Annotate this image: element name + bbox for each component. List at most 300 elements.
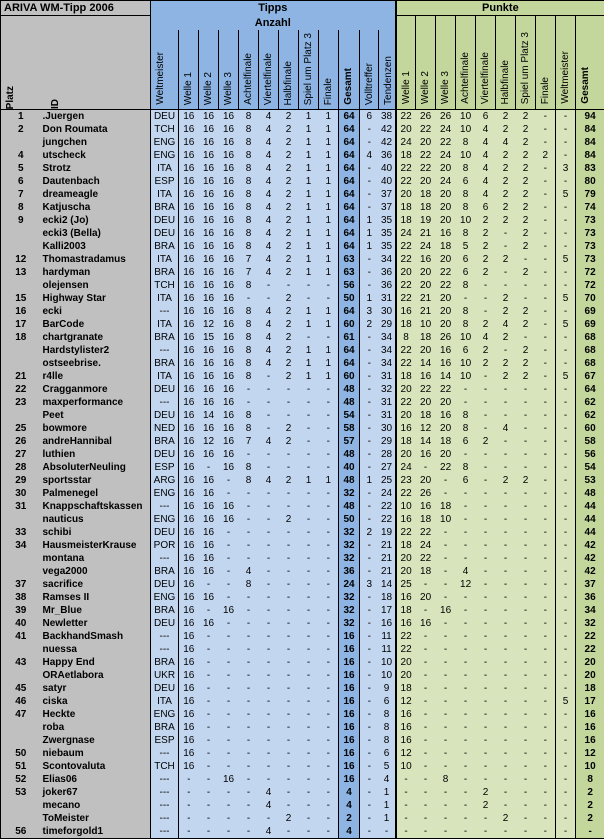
punkte-welle3-cell: 20 [436, 253, 456, 266]
volltreffer-cell: - [360, 383, 379, 396]
id-cell: nuessa [41, 643, 151, 656]
table-row [1, 162, 604, 175]
punkte-welle1-cell: 20 [396, 266, 416, 279]
table-row [1, 760, 604, 773]
tipp-weltmeister-cell: --- [151, 799, 179, 812]
tipp-welle1-cell: 16 [179, 110, 199, 124]
header-spacer [1, 16, 151, 31]
volltreffer-cell: - [360, 188, 379, 201]
punkte-weltmeister-cell: - [556, 825, 576, 839]
punkte-halbfinale-cell: - [496, 500, 516, 513]
volltreffer-cell: - [360, 591, 379, 604]
tipp-viertelfinale-cell: - [259, 487, 279, 500]
tipp-halbfinale-cell: 2 [279, 214, 299, 227]
volltreffer-cell: 1 [360, 240, 379, 253]
volltreffer-cell: - [360, 695, 379, 708]
table-row [1, 487, 604, 500]
punkte-weltmeister-cell: - [556, 201, 576, 214]
id-cell: Don Roumata [41, 123, 151, 136]
tipp-halbfinale-cell: - [279, 565, 299, 578]
tipp-spiel-um-platz3-cell: - [299, 279, 319, 292]
tipp-achtelfinale-cell: - [239, 825, 259, 839]
table-row [1, 825, 604, 839]
punkte-spiel-um-platz3-cell: - [516, 526, 536, 539]
tipp-achtelfinale-cell: 8 [239, 188, 259, 201]
tipp-welle3-cell: 16 [219, 214, 239, 227]
punkte-achtelfinale-cell: 8 [456, 201, 476, 214]
tipp-viertelfinale-cell: 4 [259, 201, 279, 214]
punkte-weltmeister-cell: 3 [556, 162, 576, 175]
table-row [1, 656, 604, 669]
tipp-achtelfinale-cell: 8 [239, 227, 259, 240]
table-row [1, 396, 604, 409]
tipp-spiel-um-platz3-cell: - [299, 604, 319, 617]
tipp-weltmeister-cell: ITA [151, 695, 179, 708]
punkte-gesamt-cell: 80 [576, 175, 604, 188]
punkte-welle1-cell: 22 [396, 110, 416, 124]
punkte-achtelfinale-cell: 10 [456, 149, 476, 162]
punkte-achtelfinale-cell: - [456, 695, 476, 708]
punkte-halbfinale-cell: 2 [496, 123, 516, 136]
punkte-achtelfinale-cell: - [456, 708, 476, 721]
punkte-achtelfinale-cell: - [456, 799, 476, 812]
punkte-viertelfinale-cell: 2 [476, 435, 496, 448]
tipp-spiel-um-platz3-cell: - [299, 734, 319, 747]
punkte-welle2-cell: 20 [416, 136, 436, 149]
punkte-welle3-cell: 20 [436, 162, 456, 175]
tipp-finale-cell: - [319, 656, 339, 669]
platz-cell: 45 [1, 682, 41, 695]
punkte-finale-cell: - [536, 526, 556, 539]
tipp-gesamt-cell: 48 [339, 383, 360, 396]
tipp-welle2-cell: - [199, 656, 219, 669]
platz-cell: 22 [1, 383, 41, 396]
id-cell: Dautenbach [41, 175, 151, 188]
tipp-gesamt-cell: 32 [339, 604, 360, 617]
punkte-gesamt-cell: 72 [576, 279, 604, 292]
punkte-welle3-cell: 20 [436, 201, 456, 214]
tipp-finale-cell: 1 [319, 175, 339, 188]
id-cell: r4lle [41, 370, 151, 383]
tipp-welle3-cell: 16 [219, 344, 239, 357]
tipp-viertelfinale-cell: - [259, 565, 279, 578]
punkte-viertelfinale-cell: 4 [476, 162, 496, 175]
punkte-achtelfinale-cell: 6 [456, 253, 476, 266]
tipp-welle3-cell: - [219, 630, 239, 643]
tipp-welle3-cell: - [219, 474, 239, 487]
punkte-welle2-cell: 22 [416, 162, 436, 175]
tipp-gesamt-cell: 32 [339, 487, 360, 500]
id-cell: luthien [41, 448, 151, 461]
punkte-halbfinale-cell: - [496, 461, 516, 474]
punkte-welle2-cell: 14 [416, 435, 436, 448]
tipp-spiel-um-platz3-cell: - [299, 292, 319, 305]
punkte-halbfinale-cell: - [496, 409, 516, 422]
volltreffer-cell: - [360, 201, 379, 214]
platz-cell [1, 721, 41, 734]
tipp-finale-cell: 1 [319, 266, 339, 279]
punkte-achtelfinale-cell: 5 [456, 240, 476, 253]
tipp-gesamt-cell: 57 [339, 435, 360, 448]
tipp-gesamt-cell: 36 [339, 565, 360, 578]
punkte-welle3-cell: 20 [436, 422, 456, 435]
punkte-spiel-um-platz3-cell: - [516, 747, 536, 760]
tipp-viertelfinale-cell: - [259, 604, 279, 617]
punkte-gesamt-cell: 10 [576, 760, 604, 773]
punkte-weltmeister-cell: - [556, 422, 576, 435]
punkte-gesamt-cell: 22 [576, 643, 604, 656]
punkte-welle3-cell: 18 [436, 435, 456, 448]
punkte-halbfinale-cell: - [496, 656, 516, 669]
punkte-welle3-cell: - [436, 656, 456, 669]
punkte-spiel-um-platz3-cell: - [516, 422, 536, 435]
punkte-halbfinale-cell: - [496, 747, 516, 760]
tipp-finale-cell: - [319, 383, 339, 396]
punkte-halbfinale-cell: - [496, 669, 516, 682]
punkte-finale-cell: - [536, 435, 556, 448]
punkte-welle3-cell: 26 [436, 331, 456, 344]
tipp-halbfinale-cell: - [279, 825, 299, 839]
punkte-welle3-cell: - [436, 474, 456, 487]
table-row [1, 591, 604, 604]
tipp-gesamt-cell: 48 [339, 396, 360, 409]
tipp-spiel-um-platz3-cell: - [299, 435, 319, 448]
tipp-welle1-cell: 16 [179, 149, 199, 162]
tipp-viertelfinale-cell: - [259, 409, 279, 422]
id-cell: HausmeisterKrause [41, 539, 151, 552]
tipp-welle2-cell: - [199, 708, 219, 721]
tendenzen-cell: 38 [379, 110, 396, 124]
punkte-gesamt-cell: 53 [576, 474, 604, 487]
tipp-welle1-cell: 16 [179, 266, 199, 279]
punkte-spiel-um-platz3-cell: - [516, 292, 536, 305]
table-row [1, 526, 604, 539]
tendenzen-cell: 40 [379, 175, 396, 188]
id-cell: Peet [41, 409, 151, 422]
tipp-weltmeister-cell: BRA [151, 331, 179, 344]
tipp-achtelfinale-cell: - [239, 552, 259, 565]
tipp-halbfinale-cell: 2 [279, 188, 299, 201]
tipp-welle3-cell: - [219, 708, 239, 721]
tipp-halbfinale-cell: - [279, 747, 299, 760]
tipp-gesamt-cell: 58 [339, 422, 360, 435]
punkte-achtelfinale-cell: 6 [456, 175, 476, 188]
table-row [1, 227, 604, 240]
tipp-finale-cell: 1 [319, 149, 339, 162]
tipp-spiel-um-platz3-cell: - [299, 630, 319, 643]
tipp-welle1-cell: 16 [179, 435, 199, 448]
punkte-weltmeister-cell: - [556, 279, 576, 292]
punkte-spiel-um-platz3-cell: - [516, 799, 536, 812]
punkte-spiel-um-platz3-cell: - [516, 487, 536, 500]
tipp-achtelfinale-cell: - [239, 591, 259, 604]
page-title: ARIVA WM-Tipp 2006 [1, 1, 151, 16]
tipp-gesamt-cell: 63 [339, 253, 360, 266]
volltreffer-cell: - [360, 812, 379, 825]
tendenzen-cell: 31 [379, 396, 396, 409]
punkte-weltmeister-cell: - [556, 513, 576, 526]
punkte-achtelfinale-cell: 10 [456, 331, 476, 344]
punkte-weltmeister-cell: - [556, 123, 576, 136]
table-row [1, 500, 604, 513]
tipp-gesamt-cell: 64 [339, 357, 360, 370]
punkte-welle3-cell: 20 [436, 305, 456, 318]
tipp-weltmeister-cell: ITA [151, 292, 179, 305]
platz-cell: 27 [1, 448, 41, 461]
tipp-welle2-cell: 16 [199, 552, 219, 565]
tipp-spiel-um-platz3-cell: - [299, 721, 319, 734]
punkte-spiel-um-platz3-cell: - [516, 331, 536, 344]
punkte-achtelfinale-cell: 12 [456, 578, 476, 591]
punkte-finale-cell: - [536, 162, 556, 175]
tendenzen-cell: 40 [379, 162, 396, 175]
id-cell: ciska [41, 695, 151, 708]
punkte-weltmeister-cell: 5 [556, 188, 576, 201]
tipp-achtelfinale-cell: 8 [239, 370, 259, 383]
tipp-weltmeister-cell: BRA [151, 565, 179, 578]
punkte-welle3-cell: 16 [436, 357, 456, 370]
punkte-welle3-cell: - [436, 630, 456, 643]
punkte-welle3-cell: - [436, 825, 456, 839]
punkte-weltmeister-cell: - [556, 110, 576, 124]
tipp-finale-cell: - [319, 734, 339, 747]
tendenzen-cell: 34 [379, 253, 396, 266]
punkte-gesamt-cell: 44 [576, 526, 604, 539]
punkte-achtelfinale-cell: - [456, 552, 476, 565]
tipp-spiel-um-platz3-cell: - [299, 513, 319, 526]
tipp-viertelfinale-cell: 4 [259, 331, 279, 344]
punkte-welle3-cell: - [436, 760, 456, 773]
punkte-finale-cell: - [536, 669, 556, 682]
tipp-gesamt-cell: 16 [339, 721, 360, 734]
tipp-spiel-um-platz3-cell: 1 [299, 201, 319, 214]
tipp-halbfinale-cell: 2 [279, 474, 299, 487]
tendenzen-cell: 34 [379, 357, 396, 370]
volltreffer-cell: - [360, 617, 379, 630]
tipp-welle2-cell: 16 [199, 279, 219, 292]
tipp-gesamt-cell: 56 [339, 279, 360, 292]
tendenzen-cell: 21 [379, 565, 396, 578]
tipp-welle1-cell: 16 [179, 175, 199, 188]
tipp-welle3-cell: - [219, 578, 239, 591]
tipp-halbfinale-cell: - [279, 591, 299, 604]
id-cell: joker67 [41, 786, 151, 799]
punkte-welle2-cell: 20 [416, 474, 436, 487]
punkte-weltmeister-cell: - [556, 591, 576, 604]
tipp-welle3-cell: - [219, 825, 239, 839]
tipp-achtelfinale-cell: - [239, 669, 259, 682]
punkte-welle2-cell: 18 [416, 513, 436, 526]
table-row [1, 630, 604, 643]
punkte-weltmeister-cell: - [556, 305, 576, 318]
punkte-achtelfinale-cell: 6 [456, 266, 476, 279]
tipp-achtelfinale-cell: - [239, 721, 259, 734]
punkte-viertelfinale-cell: - [476, 825, 496, 839]
tipp-halbfinale-cell: - [279, 279, 299, 292]
tipp-spiel-um-platz3-cell: - [299, 760, 319, 773]
punkte-viertelfinale-cell: - [476, 396, 496, 409]
tipp-finale-cell: - [319, 578, 339, 591]
punkte-halbfinale-cell: - [496, 266, 516, 279]
tipp-welle1-cell: 16 [179, 253, 199, 266]
punkte-viertelfinale-cell: 2 [476, 266, 496, 279]
punkte-spiel-um-platz3-cell: - [516, 786, 536, 799]
platz-cell [1, 552, 41, 565]
punkte-finale-cell: - [536, 825, 556, 839]
punkte-halbfinale-cell: 2 [496, 110, 516, 124]
punkte-halbfinale-cell: - [496, 383, 516, 396]
punkte-gesamt-cell: 16 [576, 721, 604, 734]
tipp-spiel-um-platz3-cell: - [299, 695, 319, 708]
punkte-finale-cell: - [536, 773, 556, 786]
tendenzen-cell: 14 [379, 578, 396, 591]
punkte-welle1-cell: 20 [396, 552, 416, 565]
tipp-viertelfinale-cell: 4 [259, 318, 279, 331]
volltreffer-cell: - [360, 630, 379, 643]
table-row [1, 552, 604, 565]
punkte-welle3-cell: - [436, 591, 456, 604]
volltreffer-cell: - [360, 669, 379, 682]
tipp-weltmeister-cell: ENG [151, 591, 179, 604]
volltreffer-cell: - [360, 552, 379, 565]
punkte-spiel-um-platz3-cell: - [516, 435, 536, 448]
tipp-welle3-cell: 16 [219, 123, 239, 136]
tipp-spiel-um-platz3-cell: - [299, 669, 319, 682]
tipp-viertelfinale-cell: 4 [259, 825, 279, 839]
table-row [1, 734, 604, 747]
tipp-halbfinale-cell: 2 [279, 513, 299, 526]
id-cell: hardyman [41, 266, 151, 279]
punkte-halbfinale-cell: - [496, 773, 516, 786]
tendenzen-cell: 28 [379, 448, 396, 461]
table-row [1, 617, 604, 630]
punkte-welle3-cell: 16 [436, 604, 456, 617]
volltreffer-cell: - [360, 760, 379, 773]
table-row [1, 565, 604, 578]
tipp-welle2-cell: 16 [199, 162, 219, 175]
punkte-gesamt-cell: 42 [576, 539, 604, 552]
punkte-gesamt-cell: 62 [576, 409, 604, 422]
tendenzen-cell: 35 [379, 214, 396, 227]
tipp-gesamt-cell: 50 [339, 292, 360, 305]
punkte-halbfinale-cell: - [496, 825, 516, 839]
volltreffer-cell: - [360, 513, 379, 526]
punkte-gesamt-cell: 73 [576, 227, 604, 240]
punkte-gesamt-cell: 18 [576, 682, 604, 695]
tipp-welle1-cell: 16 [179, 617, 199, 630]
punkte-achtelfinale-cell: 8 [456, 188, 476, 201]
tipp-finale-cell: 1 [319, 123, 339, 136]
tipp-welle3-cell: - [219, 786, 239, 799]
tendenzen-cell: 22 [379, 500, 396, 513]
punkte-achtelfinale-cell: - [456, 734, 476, 747]
punkte-viertelfinale-cell: 4 [476, 331, 496, 344]
punkte-halbfinale-cell: - [496, 487, 516, 500]
punkte-achtelfinale-cell: 8 [456, 305, 476, 318]
punkte-spiel-um-platz3-cell: 2 [516, 305, 536, 318]
punkte-halbfinale-cell: 2 [496, 201, 516, 214]
tipp-viertelfinale-cell: 4 [259, 357, 279, 370]
tipp-welle2-cell: 16 [199, 136, 219, 149]
tipp-halbfinale-cell: - [279, 643, 299, 656]
punkte-gesamt-cell: 73 [576, 253, 604, 266]
tipp-weltmeister-cell: ITA [151, 318, 179, 331]
tipp-welle1-cell: 16 [179, 331, 199, 344]
tipp-welle3-cell: 16 [219, 175, 239, 188]
punkte-welle3-cell: 20 [436, 318, 456, 331]
tipp-spiel-um-platz3-cell: 1 [299, 318, 319, 331]
tipp-welle3-cell: 16 [219, 461, 239, 474]
punkte-weltmeister-cell: - [556, 175, 576, 188]
punkte-viertelfinale-cell: - [476, 500, 496, 513]
tipp-weltmeister-cell: BRA [151, 240, 179, 253]
table-body [1, 110, 604, 839]
punkte-finale-cell: - [536, 474, 556, 487]
tendenzen-cell: 34 [379, 331, 396, 344]
punkte-welle3-cell: 22 [436, 383, 456, 396]
tipp-welle2-cell: 16 [199, 240, 219, 253]
punkte-halbfinale-cell: 2 [496, 305, 516, 318]
platz-cell: 40 [1, 617, 41, 630]
tipp-weltmeister-cell: ENG [151, 513, 179, 526]
punkte-gesamt-cell: 68 [576, 331, 604, 344]
col-header-punkte-finale: Finale [536, 16, 556, 110]
volltreffer-cell: 2 [360, 318, 379, 331]
punkte-welle2-cell: 21 [416, 305, 436, 318]
punkte-gesamt-cell: 22 [576, 630, 604, 643]
punkte-weltmeister-cell: - [556, 656, 576, 669]
tipp-achtelfinale-cell: - [239, 604, 259, 617]
platz-cell: 8 [1, 201, 41, 214]
punkte-welle1-cell: 12 [396, 695, 416, 708]
punkte-finale-cell: - [536, 747, 556, 760]
punkte-weltmeister-cell: - [556, 799, 576, 812]
id-cell: Happy End [41, 656, 151, 669]
platz-cell: 12 [1, 253, 41, 266]
tipp-welle2-cell: 16 [199, 175, 219, 188]
punkte-viertelfinale-cell: - [476, 682, 496, 695]
tipp-welle2-cell: - [199, 578, 219, 591]
tipp-gesamt-cell: 64 [339, 175, 360, 188]
punkte-viertelfinale-cell: - [476, 409, 496, 422]
id-cell: ORAetlabora [41, 669, 151, 682]
punkte-welle2-cell: 22 [416, 123, 436, 136]
tipp-finale-cell: - [319, 773, 339, 786]
punkte-achtelfinale-cell: - [456, 760, 476, 773]
punkte-viertelfinale-cell: 2 [476, 227, 496, 240]
tendenzen-cell: 37 [379, 201, 396, 214]
tipp-weltmeister-cell: ENG [151, 136, 179, 149]
punkte-welle1-cell: 22 [396, 175, 416, 188]
punkte-welle2-cell: 20 [416, 279, 436, 292]
punkte-spiel-um-platz3-cell: 2 [516, 188, 536, 201]
punkte-viertelfinale-cell: 2 [476, 786, 496, 799]
tipp-achtelfinale-cell: 8 [239, 123, 259, 136]
tipp-welle2-cell: 16 [199, 305, 219, 318]
punkte-weltmeister-cell: - [556, 448, 576, 461]
tipp-welle2-cell: 16 [199, 565, 219, 578]
id-cell: bowmore [41, 422, 151, 435]
punkte-gesamt-cell: 54 [576, 461, 604, 474]
tipp-welle3-cell: 16 [219, 370, 239, 383]
tipp-welle3-cell: - [219, 695, 239, 708]
tipp-halbfinale-cell: 2 [279, 305, 299, 318]
tipp-gesamt-cell: 16 [339, 708, 360, 721]
punkte-gesamt-cell: 84 [576, 136, 604, 149]
tipp-achtelfinale-cell: 4 [239, 565, 259, 578]
tendenzen-cell: 11 [379, 630, 396, 643]
platz-cell [1, 643, 41, 656]
